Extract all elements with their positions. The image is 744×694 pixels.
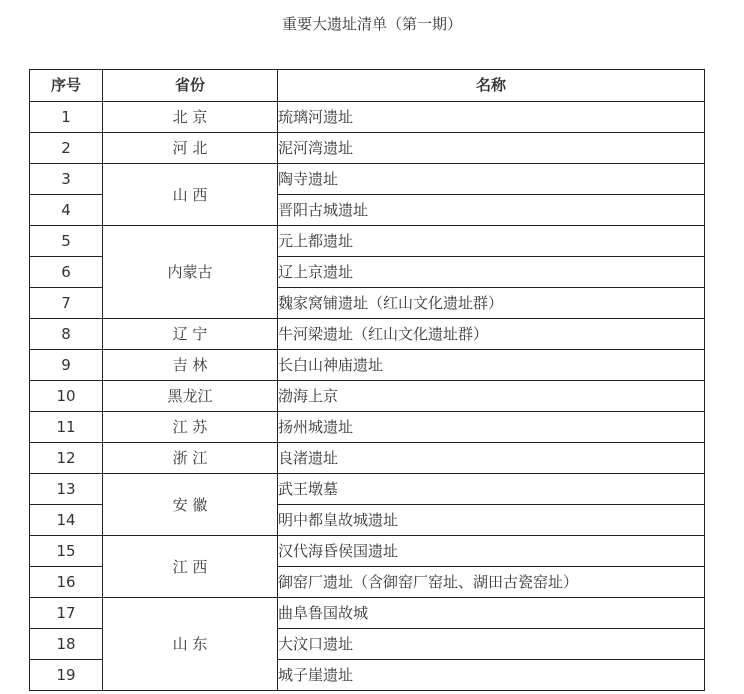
site-name: 御窑厂遗址（含御窑厂窑址、湖田古瓷窑址） — [278, 567, 705, 598]
row-number: 1 — [30, 102, 103, 133]
province-cell: 吉 林 — [103, 350, 278, 381]
row-number: 14 — [30, 505, 103, 536]
site-name: 陶寺遗址 — [278, 164, 705, 195]
table-row — [30, 381, 705, 412]
row-number: 11 — [30, 412, 103, 443]
table-row — [30, 319, 705, 350]
table-row — [30, 536, 705, 567]
site-name: 魏家窝铺遗址（红山文化遗址群） — [278, 288, 705, 319]
site-name: 扬州城遗址 — [278, 412, 705, 443]
table-row — [30, 164, 705, 195]
row-number: 16 — [30, 567, 103, 598]
province-cell: 山 西 — [103, 164, 278, 226]
site-name: 元上都遗址 — [278, 226, 705, 257]
province-cell: 山 东 — [103, 598, 278, 691]
table-row — [30, 474, 705, 505]
site-name: 晋阳古城遗址 — [278, 195, 705, 226]
table-row — [30, 102, 705, 133]
province-cell: 江 苏 — [103, 412, 278, 443]
column-header-index: 序号 — [30, 70, 103, 102]
table-row — [30, 226, 705, 257]
site-name: 良渚遗址 — [278, 443, 705, 474]
province-cell: 北 京 — [103, 102, 278, 133]
table-row — [30, 133, 705, 164]
row-number: 9 — [30, 350, 103, 381]
table-row — [30, 598, 705, 629]
row-number: 10 — [30, 381, 103, 412]
province-cell: 内蒙古 — [103, 226, 278, 319]
row-number: 12 — [30, 443, 103, 474]
row-number: 17 — [30, 598, 103, 629]
row-number: 18 — [30, 629, 103, 660]
table-row — [30, 443, 705, 474]
row-number: 2 — [30, 133, 103, 164]
province-cell: 安 徽 — [103, 474, 278, 536]
site-name: 琉璃河遗址 — [278, 102, 705, 133]
row-number: 5 — [30, 226, 103, 257]
column-header-province: 省份 — [103, 70, 278, 102]
province-cell: 辽 宁 — [103, 319, 278, 350]
row-number: 8 — [30, 319, 103, 350]
row-number: 7 — [30, 288, 103, 319]
table-row — [30, 412, 705, 443]
heritage-sites-table — [29, 69, 705, 691]
province-cell: 黑龙江 — [103, 381, 278, 412]
site-name: 长白山神庙遗址 — [278, 350, 705, 381]
site-name: 渤海上京 — [278, 381, 705, 412]
row-number: 19 — [30, 660, 103, 691]
table-row — [30, 350, 705, 381]
site-name: 辽上京遗址 — [278, 257, 705, 288]
site-name: 武王墩墓 — [278, 474, 705, 505]
document-title: 重要大遗址清单（第一期） — [281, 15, 462, 33]
table-body — [30, 102, 705, 691]
row-number: 13 — [30, 474, 103, 505]
site-name: 城子崖遗址 — [278, 660, 705, 691]
table-header-row — [30, 70, 705, 102]
row-number: 4 — [30, 195, 103, 226]
site-name: 大汶口遗址 — [278, 629, 705, 660]
province-cell: 浙 江 — [103, 443, 278, 474]
province-cell: 河 北 — [103, 133, 278, 164]
row-number: 6 — [30, 257, 103, 288]
row-number: 3 — [30, 164, 103, 195]
site-name: 汉代海昏侯国遗址 — [278, 536, 705, 567]
row-number: 15 — [30, 536, 103, 567]
site-name: 明中都皇故城遗址 — [278, 505, 705, 536]
site-name: 牛河梁遗址（红山文化遗址群） — [278, 319, 705, 350]
site-name: 泥河湾遗址 — [278, 133, 705, 164]
province-cell: 江 西 — [103, 536, 278, 598]
column-header-name: 名称 — [278, 70, 705, 102]
site-name: 曲阜鲁国故城 — [278, 598, 705, 629]
